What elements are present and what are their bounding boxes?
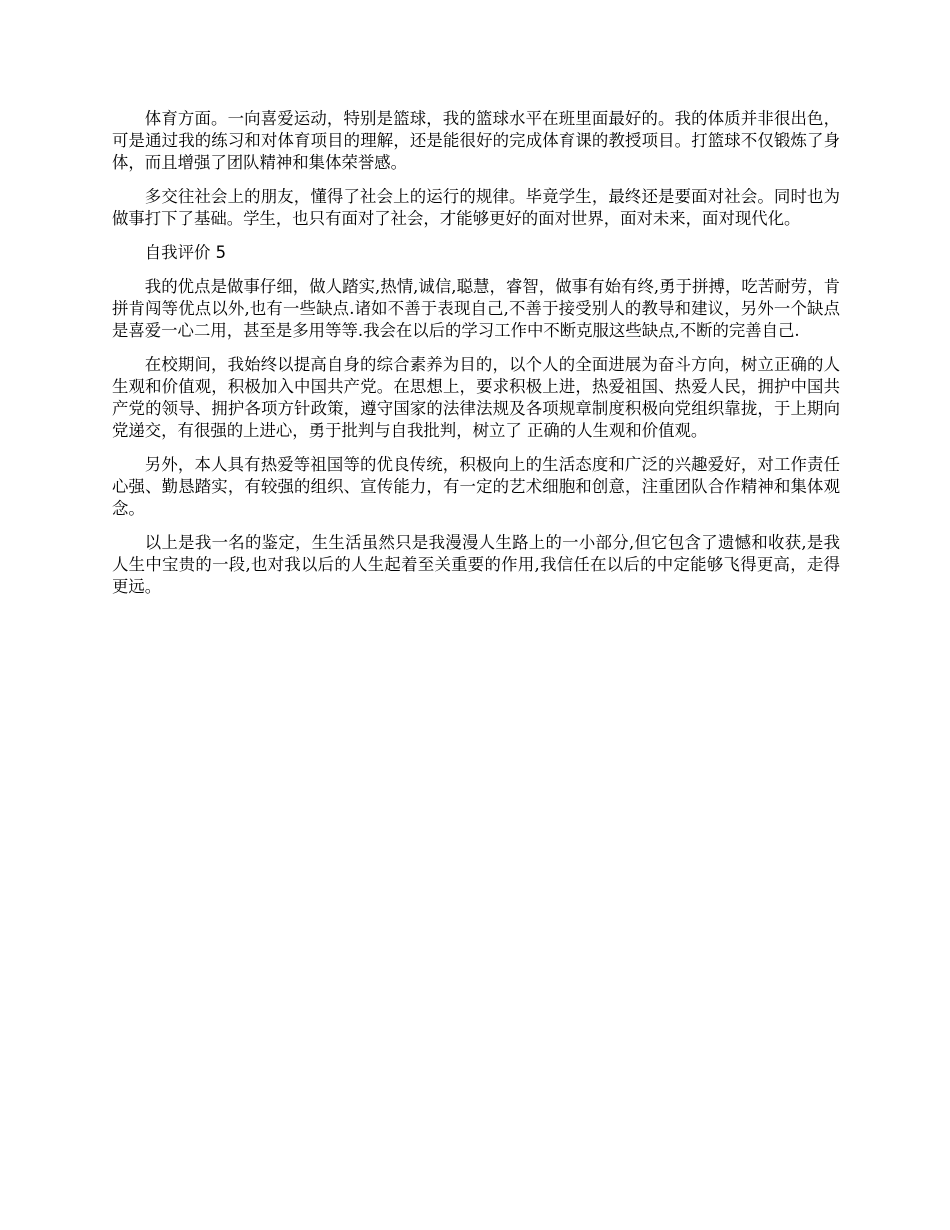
paragraph-conclusion: 以上是我一名的鉴定，生生活虽然只是我漫漫人生路上的一小部分,但它包含了遗憾和收获,是我人生中宝贵的一段,也对我以后的人生起着至关重要的作用,我信任在以后的中定能够飞得更高，走得更远。 — [112, 533, 840, 596]
document-page — [112, 108, 840, 610]
paragraph-social: 多交往社会上的朋友，懂得了社会上的运行的规律。毕竟学生，最终还是要面对社会。同时也为做事打下了基础。学生，也只有面对了社会，才能够更好的面对世界，面对未来，面对现代化。 — [112, 187, 840, 228]
paragraph-school-period: 在校期间，我始终以提高自身的综合素养为目的，以个人的全面进展为奋斗方向，树立正确的人生观和价值观，积极加入中国共产党。在思想上，要求积极上进，热爱祖国、热爱人民，拥护中国共产党的领导、拥护各项方针政策，遵守国家的法律法规及各项规章制度积极向党组织靠拢，于上期向党递交，有很强的上进心，勇于批判与自我批判，树立了 正确的人生观和价值观。 — [112, 355, 840, 440]
paragraph-strengths: 我的优点是做事仔细，做人踏实,热情,诚信,聪慧，睿智，做事有始有终,勇于拼搏，吃苦耐劳，肯拼肯闯等优点以外,也有一些缺点.诸如不善于表现自己,不善于接受别人的教导和建议，另外一个缺点是喜爱一心二用，甚至是多用等等.我会在以后的学习工作中不断克服这些缺点,不断的完善自己. — [112, 277, 840, 340]
paragraph-traditions: 另外，本人具有热爱等祖国等的优良传统，积极向上的生活态度和广泛的兴趣爱好，对工作责任心强、勤恳踏实，有较强的组织、宣传能力，有一定的艺术细胞和创意，注重团队合作精神和集体观念。 — [112, 455, 840, 518]
paragraph-sports: 体育方面。一向喜爱运动，特别是篮球，我的篮球水平在班里面最好的。我的体质并非很出色，可是通过我的练习和对体育项目的理解，还是能很好的完成体育课的教授项目。打篮球不仅锻炼了身体，而且增强了团队精神和集体荣誉感。 — [112, 109, 840, 172]
section-heading: 自我评价 5 — [144, 243, 226, 262]
